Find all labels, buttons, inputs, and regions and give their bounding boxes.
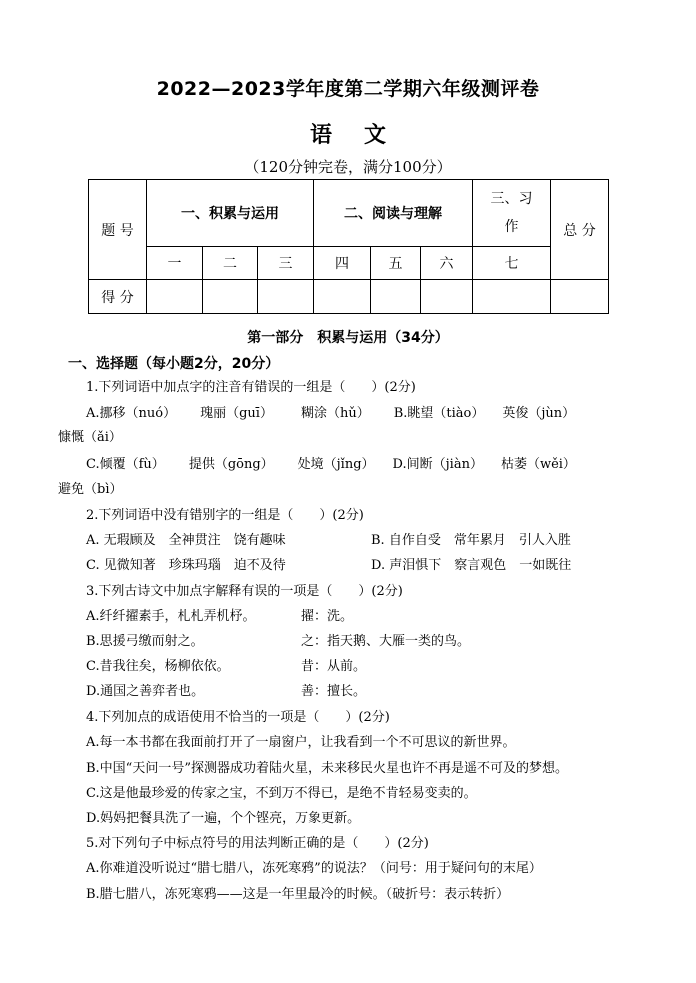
question-number: 二 bbox=[203, 247, 258, 280]
score-cell bbox=[147, 280, 203, 314]
score-cell bbox=[371, 280, 421, 314]
q1-option-a3: 糊涂（hǔ） bbox=[300, 406, 370, 421]
question-stem: 2.下列词语中没有错别字的一组是（ ）(2分) bbox=[86, 508, 364, 523]
q3-option-a: A.纤纤擢素手，札札弄机杼。 bbox=[86, 609, 256, 624]
question-number: 五 bbox=[371, 247, 421, 280]
q1-option-c1: C.倾覆（fù） bbox=[86, 457, 165, 472]
q1-option-d3: 避免（bì） bbox=[58, 482, 123, 497]
q3-option-c-explanation: 昔：从前。 bbox=[301, 659, 367, 674]
q2-option-b: B. 自作自受 常年累月 引人入胜 bbox=[371, 533, 571, 548]
question-number: 四 bbox=[314, 247, 371, 280]
q1-options-line1 bbox=[86, 405, 575, 423]
q4-option-c: C.这是他最珍爱的传家之宝，不到万不得已，是绝不肯轻易变卖的。 bbox=[86, 786, 477, 801]
question-number: 三 bbox=[258, 247, 314, 280]
q1-option-b2: 英俊（jùn） bbox=[502, 406, 576, 421]
score-cell bbox=[421, 280, 473, 314]
score-cell bbox=[258, 280, 314, 314]
q2-option-d: D. 声泪惧下 察言观色 一如既往 bbox=[371, 558, 572, 573]
q4-option-a: A.每一本书都在我面前打开了一扇窗户，让我看到一个不可思议的新世界。 bbox=[86, 735, 516, 750]
q1-option-a1: A.挪移（nuó） bbox=[86, 406, 177, 421]
q1-option-d2: 枯萎（wěi） bbox=[500, 457, 576, 472]
q2-option-a: A. 无瑕顾及 全神贯注 饶有趣味 bbox=[86, 533, 286, 548]
q3-option-b: B.思援弓缴而射之。 bbox=[86, 634, 204, 649]
section-header-3 bbox=[473, 180, 551, 247]
q3-option-b-explanation: 之：指天鹅、大雁一类的鸟。 bbox=[301, 634, 471, 649]
score-cell bbox=[473, 280, 551, 314]
time-note: （120分钟完卷，满分100分） bbox=[244, 158, 452, 176]
exam-title: 2022—2023学年度第二学期六年级测评卷 bbox=[156, 78, 540, 100]
row-label-titles: 题 号 bbox=[89, 180, 147, 280]
question-stem: 5.对下列句子中标点符号的用法判断正确的是（ ）(2分) bbox=[86, 836, 429, 851]
question-number: 六 bbox=[421, 247, 473, 280]
q1-option-a2: 瑰丽（guī） bbox=[200, 406, 273, 421]
q5-option-a: A.你难道没听说过“腊七腊八，冻死寒鸦”的说法？（问号：用于疑问句的末尾） bbox=[86, 861, 542, 876]
section-header-3-line2: 作 bbox=[504, 219, 519, 235]
question-number: 七 bbox=[473, 247, 551, 280]
subject-title bbox=[0, 118, 696, 149]
q3-option-d: D.通国之善弈者也。 bbox=[86, 684, 205, 699]
q1-option-c3: 处境（jǐng） bbox=[297, 457, 375, 472]
part-subtitle: 积累与运用（34分） bbox=[317, 330, 449, 346]
row-label-scores: 得 分 bbox=[89, 280, 147, 314]
score-cell bbox=[314, 280, 371, 314]
score-cell bbox=[551, 280, 609, 314]
q1-option-c2: 提供（gōng） bbox=[188, 457, 274, 472]
q5-option-b: B.腊七腊八，冻死寒鸦——这是一年里最冷的时候。（破折号：表示转折） bbox=[86, 887, 510, 902]
q1-option-b3: 慷慨（ǎi） bbox=[58, 430, 122, 445]
q3-option-a-explanation: 擢：洗。 bbox=[301, 609, 354, 624]
q4-option-d: D.妈妈把餐具洗了一遍，个个铿亮，万象更新。 bbox=[86, 811, 361, 826]
subject-char-1: 语 bbox=[309, 123, 332, 148]
q3-option-c: C.昔我往矣，杨柳依依。 bbox=[86, 659, 230, 674]
part-title bbox=[0, 327, 696, 347]
question-stem: 1.下列词语中加点字的注音有错误的一组是（ ）(2分) bbox=[86, 380, 416, 395]
section-heading: 一、选择题（每小题2分，20分） bbox=[68, 356, 280, 372]
q1-option-d1: D.间断（jiàn） bbox=[392, 457, 483, 472]
question-stem: 4.下列加点的成语使用不恰当的一项是（ ）(2分) bbox=[86, 710, 390, 725]
total-header: 总 分 bbox=[551, 180, 609, 280]
score-cell bbox=[203, 280, 258, 314]
section-header-2: 二、阅读与理解 bbox=[314, 180, 473, 247]
question-stem: 3.下列古诗文中加点字解释有误的一项是（ ）(2分) bbox=[86, 584, 403, 599]
subject-char-2: 文 bbox=[364, 123, 387, 148]
part-label: 第一部分 bbox=[247, 330, 304, 346]
q2-option-c: C. 见微知著 珍珠玛瑙 迫不及待 bbox=[86, 558, 286, 573]
section-header-3-line1: 三、习 bbox=[490, 191, 533, 207]
q4-option-b: B.中国“天问一号”探测器成功着陆火星，未来移民火星也许不再是遥不可及的梦想。 bbox=[86, 761, 568, 776]
question-number: 一 bbox=[147, 247, 203, 280]
section-header-1: 一、积累与运用 bbox=[147, 180, 314, 247]
q1-options-line2 bbox=[86, 456, 576, 474]
q3-option-d-explanation: 善：擅长。 bbox=[301, 684, 367, 699]
q1-option-b1: B.眺望（tiào） bbox=[393, 406, 485, 421]
score-table bbox=[88, 179, 609, 314]
